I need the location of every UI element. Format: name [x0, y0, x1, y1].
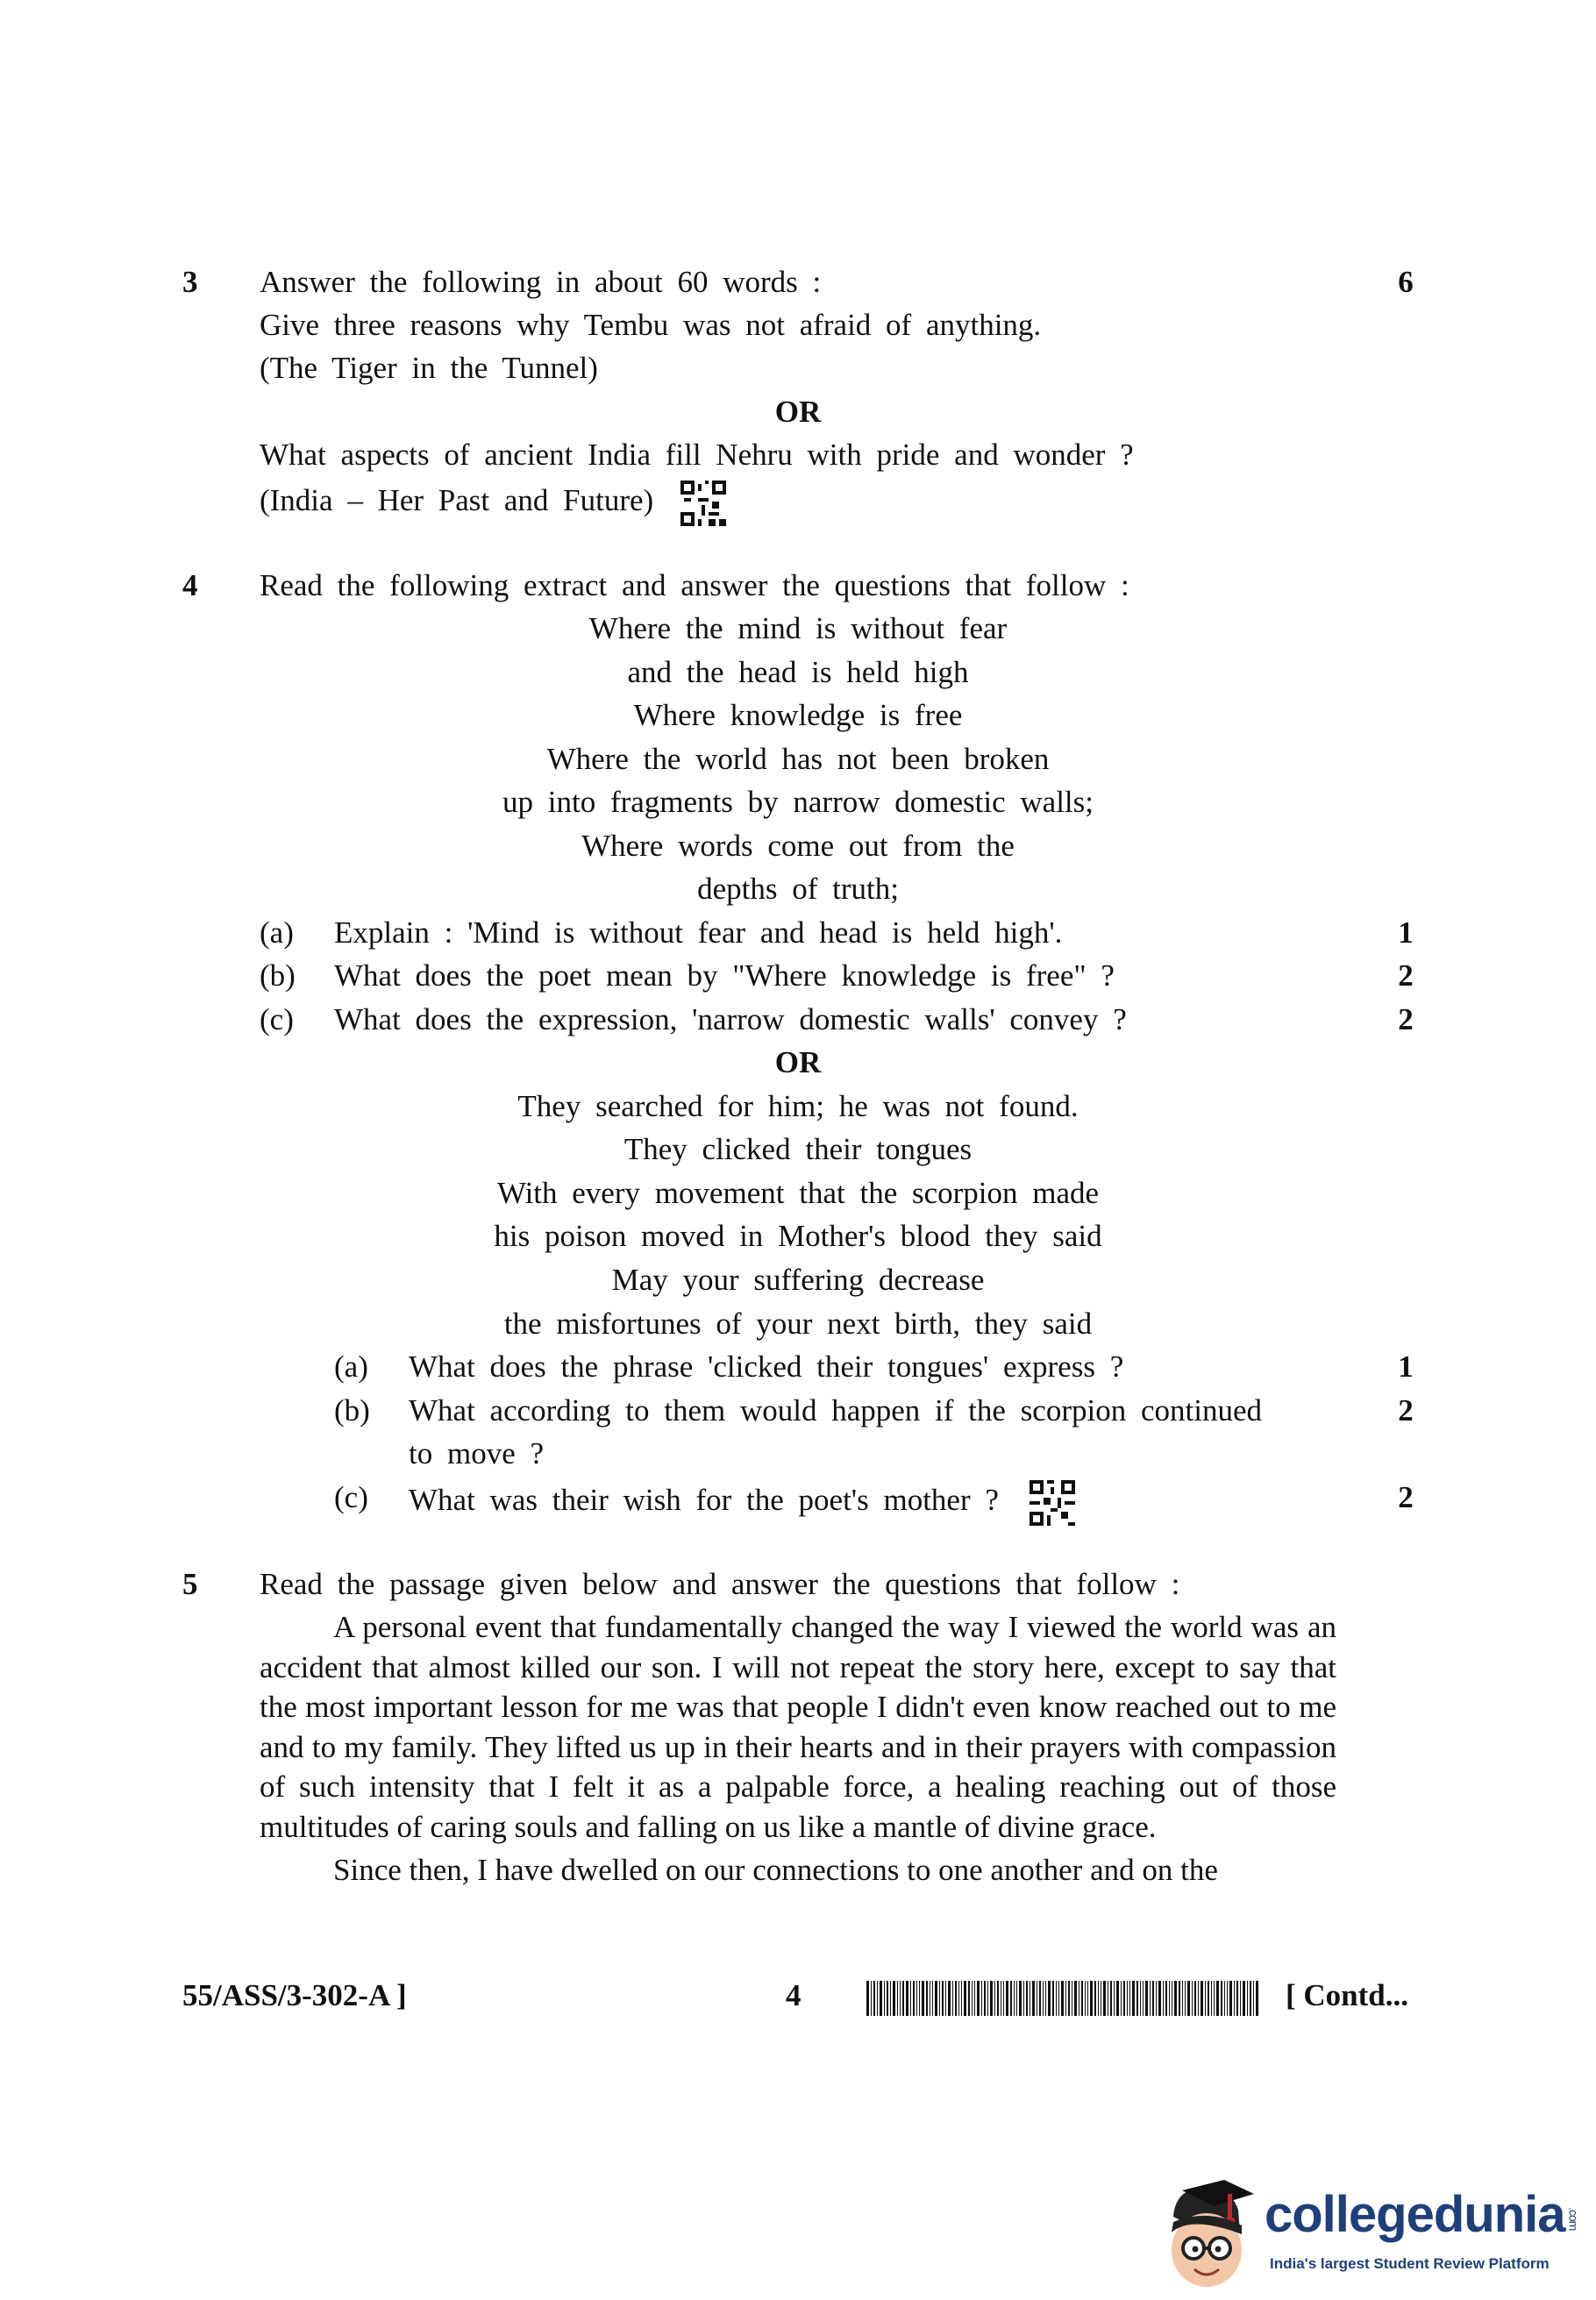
question-3-number: 3: [182, 265, 198, 299]
q3-source: (The Tiger in the Tunnel): [260, 351, 598, 385]
q4-instruction: Read the following extract and answer the questions that follow :: [260, 568, 1129, 602]
qr-code-icon: [1030, 1480, 1075, 1526]
q4-alt-b-text-continued: to move ?: [409, 1436, 545, 1470]
q4b-label: (b): [260, 958, 296, 993]
poem1-line: Where words come out from the: [581, 829, 1015, 863]
q3-question: Give three reasons why Tembu was not afraid of anything.: [260, 308, 1042, 342]
q4a-text: Explain : 'Mind is without fear and head is held high'.: [334, 915, 1063, 950]
page-number: 4: [786, 1978, 802, 2012]
poem2-line: May your suffering decrease: [611, 1263, 985, 1297]
q5-paragraph-2: Since then, I have dwelled on our connections to one another and on the: [333, 1853, 1218, 1887]
q3-marks: 6: [1398, 265, 1414, 299]
brand-wordmark: [1265, 2185, 1581, 2244]
poem2-line: the misfortunes of your next birth, they said: [503, 1307, 1093, 1341]
poem1-line: up into fragments by narrow domestic walls;: [502, 785, 1094, 819]
q3-alt-source: (India – Her Past and Future): [260, 483, 654, 518]
q4-alt-b-marks: 2: [1398, 1393, 1414, 1428]
poem2-line: With every movement that the scorpion made: [496, 1176, 1100, 1210]
q4-alt-c-text: What was their wish for the poet's mother ?: [409, 1483, 999, 1518]
q3-or: OR: [774, 395, 822, 429]
paper-code: 55/ASS/3-302-A ]: [182, 1978, 407, 2012]
q4-alt-c-marks: 2: [1398, 1480, 1414, 1514]
poem2-line: his poison moved in Mother's blood they said: [494, 1219, 1102, 1253]
poem1-line: Where the mind is without fear: [588, 611, 1008, 645]
poem1-line: and the head is held high: [627, 655, 969, 689]
q4a-marks: 1: [1398, 915, 1414, 950]
mascot-logo-icon: [1156, 2164, 1261, 2296]
q4-alt-a-text: What does the phrase 'clicked their tongues' express ?: [409, 1349, 1124, 1384]
poem2-line: They clicked their tongues: [623, 1132, 973, 1166]
q3-instruction: Answer the following in about 60 words :: [260, 265, 822, 299]
brand-suffix: .com: [1566, 2206, 1581, 2230]
q4-alt-b-text: What according to them would happen if the scorpion continued: [409, 1393, 1262, 1428]
poem2-line: They searched for him; he was not found.: [517, 1089, 1079, 1123]
q4-alt-b-label: (b): [334, 1393, 370, 1428]
barcode: [866, 1981, 1259, 2016]
q4a-label: (a): [260, 915, 294, 950]
q4b-marks: 2: [1398, 958, 1414, 993]
q5-passage: [260, 1607, 1336, 1891]
poem1-line: Where the world has not been broken: [546, 742, 1050, 776]
q4-or: OR: [774, 1045, 822, 1079]
poem1-line: Where knowledge is free: [633, 698, 963, 732]
q5-instruction: Read the passage given below and answer the questions that follow :: [260, 1567, 1180, 1601]
q4c-marks: 2: [1398, 1002, 1414, 1036]
question-4-number: 4: [182, 568, 198, 602]
collegedunia-watermark: [1156, 2164, 1581, 2296]
q4b-text: What does the poet mean by "Where knowledge is free" ?: [334, 958, 1115, 993]
q4-alt-c-line: [409, 1480, 1075, 1526]
brand-tagline: India's largest Student Review Platform: [1270, 2255, 1550, 2272]
q4c-text: What does the expression, 'narrow domestic walls' convey ?: [334, 1002, 1127, 1036]
qr-code-icon: [680, 481, 726, 526]
q4-alt-a-marks: 1: [1398, 1349, 1414, 1384]
continued-label: [ Contd...: [1286, 1978, 1409, 2012]
q3-alt-question: What aspects of ancient India fill Nehru with pride and wonder ?: [260, 438, 1134, 472]
q4-alt-c-label: (c): [334, 1480, 368, 1514]
q5-paragraph-1: A personal event that fundamentally changed the way I viewed the world was an accident that almost killed our son. I will not repeat the story here, except to say that the most important lesson for me was that people I didn't even know reached out to me and to my family. They lifted us up in their hearts and in their prayers with compassion of such intensity that I felt it as a palpable force, a healing reaching out of those multitudes of caring souls and falling on us like a mantle of divine grace.: [260, 1610, 1336, 1844]
brand-name: collegedunia: [1265, 2186, 1565, 2243]
q3-alt-source-line: [260, 481, 726, 526]
poem1-line: depths of truth;: [697, 872, 899, 906]
q4c-label: (c): [260, 1002, 294, 1036]
question-5-number: 5: [182, 1567, 198, 1601]
q4-alt-a-label: (a): [334, 1349, 368, 1384]
